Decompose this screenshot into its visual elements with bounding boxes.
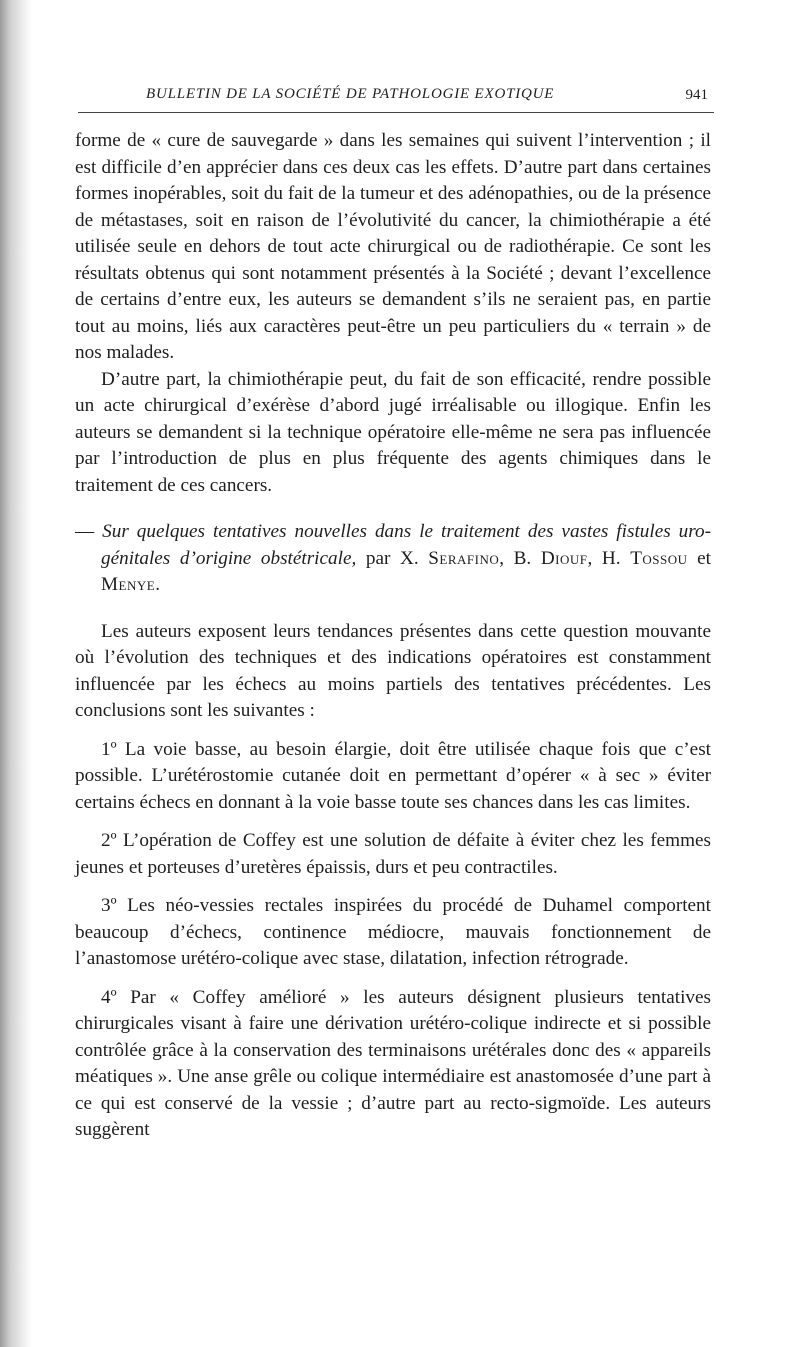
conclusion-item: 2º L’opération de Coffey est une solution de défaite à éviter chez les femmes jeunes et porteuses d’uretères épaissis, durs et peu contractiles. bbox=[75, 830, 711, 878]
paragraph-continuation: forme de « cure de sauvegarde » dans les semaines qui suivent l’intervention ; il est difficile d’en apprécier dans ces deux cas les effets. D’autre part dans certaines formes inopérables, soit du fait de la tumeur et des adénopathies, ou de la présence de métastases, soit en raison de l’évolutivité du cancer, la chimiothérapie a été utilisée seule en dehors de tout acte chirurgical ou de radiothérapie. Ce sont les résultats obtenus qui sont notamment présentés à la Société ; devant l’excellence de certains d’entre eux, les auteurs se demandent s’ils ne seraient pas, en partie tout au moins, liés aux caractères peut-être un peu particuliers du « terrain » de nos malades. bbox=[75, 130, 711, 363]
communication-entry bbox=[75, 519, 711, 599]
entry-end: . bbox=[155, 574, 161, 595]
conclusion-item: 1º La voie basse, au besoin élargie, doit être utilisée chaque fois que c’est possible. L’urétérostomie cutanée doit en permettant d’opérer « à sec » éviter certains échecs en donnant à la voie basse toute ses chances dans les cas limites. bbox=[75, 738, 711, 813]
author-name: Serafino bbox=[428, 547, 500, 569]
journal-title: BULLETIN DE LA SOCIÉTÉ DE PATHOLOGIE EXOTIQUE bbox=[146, 86, 555, 102]
paragraph: Les auteurs exposent leurs tendances présentes dans cette question mouvante où l’évolution des techniques et des indications opératoires est constamment influencée par les échecs au moins partiels des tentatives précédentes. Les conclusions sont les suivantes : bbox=[75, 620, 711, 721]
page-number: 941 bbox=[685, 87, 708, 103]
conclusion-item: 3º Les néo-vessies rectales inspirées du procédé de Duhamel comportent beaucoup d’échecs, continence médiocre, mauvais fonctionnement de l’anastomose urétéro-colique avec stase, dilatation, infection rétrograde. bbox=[75, 895, 711, 969]
conclusion-item: 4º Par « Coffey amélioré » les auteurs désignent plusieurs tentatives chirurgicales visant à faire une dérivation urétéro-colique indirecte et si possible contrôlée grâce à la conservation des terminaisons urétérales donc des « appareils méatiques ». Une anse grêle ou colique intermédiaire est anastomosée d’une part à ce qui est conservé de la vessie ; d’autre part au recto-sigmoïde. Les auteurs suggèrent bbox=[75, 986, 711, 1140]
author-separator: et bbox=[687, 547, 711, 569]
author-separator: , B. bbox=[499, 547, 541, 569]
page-gutter-shadow bbox=[0, 0, 32, 1347]
running-head bbox=[78, 82, 714, 113]
author-name: Tossou bbox=[630, 547, 688, 569]
author-name: Diouf bbox=[540, 547, 588, 569]
author-separator: , H. bbox=[587, 547, 631, 569]
body-text bbox=[75, 128, 711, 1144]
entry-title: Sur quelques tentatives nouvelles dans le traitement des vastes fistules uro-génitales d’origine obstétricale, bbox=[101, 521, 711, 569]
author-name: Menye bbox=[101, 574, 156, 595]
entry-by: par X. bbox=[356, 547, 429, 569]
paragraph: D’autre part, la chimiothérapie peut, du fait de son efficacité, rendre possible un acte chirurgical d’exérèse d’abord jugé irréalisable ou illogique. Enfin les auteurs se demandent si la technique opératoire elle-même ne sera pas influencée par l’introduction de plus en plus fréquente des agents chimiques dans le traitement de ces cancers. bbox=[75, 368, 711, 496]
entry-dash: — bbox=[75, 521, 103, 542]
